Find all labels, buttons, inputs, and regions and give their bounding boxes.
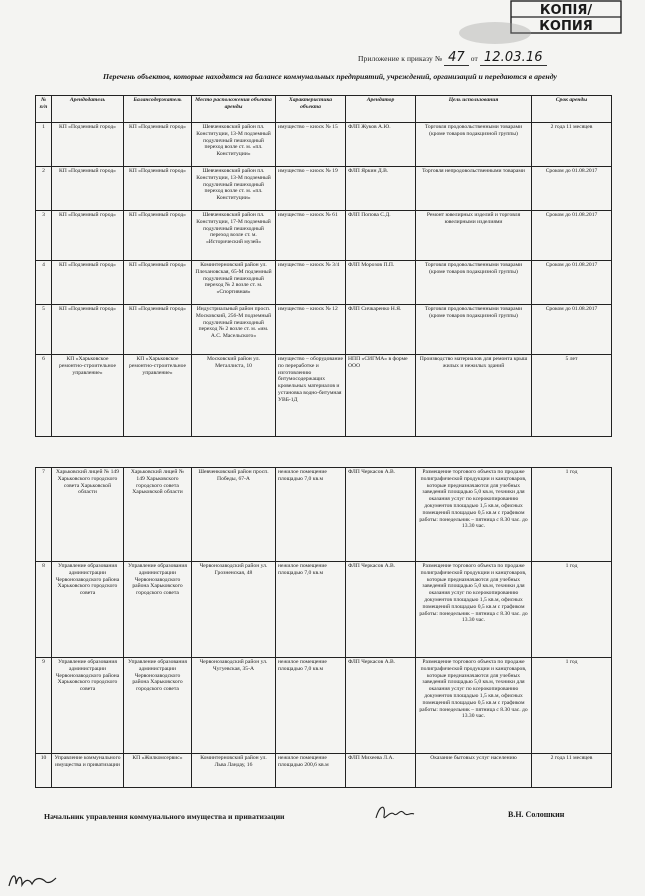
table-cell: Размещение торгового объекта по продаже полиграфической продукции и канцтоваров, которые предназначаются для учебных заведений площадью 5,0 кв.м, техники для оказания услуг по ксерокопированию документов площадью 1,5 кв.м, офисных помещений площадью 0,5 кв.м с графиком работы: понедельник – пятница с 8.30 час. до 13.30 час. — [416, 658, 532, 754]
header-cell: № п/п — [36, 96, 52, 123]
handwritten-initials — [6, 866, 58, 892]
table-cell: имущество – киоск № 3/4 — [276, 261, 346, 305]
table-cell: Харьковский лицей № 149 Харьковского городского совета Харьковской области — [52, 468, 124, 562]
table-cell: Харьковский лицей № 149 Харьковского городского совета Харьковской области — [124, 468, 192, 562]
header-cell: Балансодержатель — [124, 96, 192, 123]
table-cell: ФЛП Попова С.Д. — [346, 211, 416, 261]
table-cell: Размещение торгового объекта по продаже полиграфической продукции и канцтоваров, которые предназначаются для учебных заведений площадью 5,0 кв.м, техники для оказания услуг по ксерокопированию документов площадью 1,5 кв.м, офисных помещений площадью 0,5 кв.м с графиком работы: понедельник – пятница с 8.30 час. до 13.30 час. — [416, 562, 532, 658]
table-cell: Червонозаводский район ул. Грозненская, 48 — [192, 562, 276, 658]
table-cell: Производство материалов для ремонта крыш жилых и нежилых зданий — [416, 355, 532, 437]
table-cell: имущество – киоск № 61 — [276, 211, 346, 261]
table-cell: НПП «СИГМА» в форме ООО — [346, 355, 416, 437]
table-cell: ФЛП Сичкаренко Н.Я. — [346, 305, 416, 355]
table-cell: КП «Подземный город» — [124, 123, 192, 167]
appendix-line — [358, 50, 547, 65]
table-cell: ФЛП Жуков А.Ю. — [346, 123, 416, 167]
table-cell: КП «Подземный город» — [52, 305, 124, 355]
table-cell: ФЛП Морозов П.П. — [346, 261, 416, 305]
table-cell: имущество – киоск № 19 — [276, 167, 346, 211]
table-cell: 5 — [36, 305, 52, 355]
table-row — [36, 305, 612, 355]
table-cell: КП «Подземный город» — [124, 211, 192, 261]
table-cell: 9 — [36, 658, 52, 754]
table-cell: 8 — [36, 562, 52, 658]
table-cell: КП «Подземный город» — [124, 167, 192, 211]
table-cell: имущество – киоск № 12 — [276, 305, 346, 355]
table-cell: имущество – киоск № 15 — [276, 123, 346, 167]
table-cell: Московский район ул. Металлиста, 10 — [192, 355, 276, 437]
table-cell: ФЛП Черкасов А.В. — [346, 468, 416, 562]
table-cell: Управление коммунального имущества и приватизации — [52, 754, 124, 788]
table-row — [36, 355, 612, 437]
table-row — [36, 167, 612, 211]
table-cell: 3 — [36, 211, 52, 261]
table-cell: Размещение торгового объекта по продаже полиграфической продукции и канцтоваров, которые предназначаются для учебных заведений площадью 5,0 кв.м, техники для оказания услуг по ксерокопированию документов площадью 1,5 кв.м, офисных помещений площадью 0,5 кв.м с графиком работы: понедельник – пятница с 8.30 час. до 13.30 час. — [416, 468, 532, 562]
table-cell: нежилое помещение площадью 7,0 кв.м — [276, 468, 346, 562]
scan-smudge — [455, 18, 535, 48]
appendix-prefix: Приложение к приказу № — [358, 54, 443, 63]
table-cell: Шевченковский район пл. Конституции, 13-М подземный подуличный пешеходный переход возле ст. м. «пл. Конституции» — [192, 123, 276, 167]
table-cell: Сроком до 01.08.2017 — [532, 211, 612, 261]
table-cell: Управление образования администрации Червонозаводского района Харьковского городского совета — [52, 562, 124, 658]
table-cell: Торговля продовольственными товарами (кроме товаров подакцизной группы) — [416, 305, 532, 355]
table-cell: 2 года 11 месяцев — [532, 123, 612, 167]
table-cell: Индустриальный район просп. Московский, 256-М подземный подуличный пешеходный переход № 2 возле ст. м. «им. А.С. Масельского» — [192, 305, 276, 355]
table-cell: 5 лет — [532, 355, 612, 437]
table-row — [36, 754, 612, 788]
table-cell: Торговля продовольственными товарами (кроме товаров подакцизной группы) — [416, 261, 532, 305]
table-cell: 1 — [36, 123, 52, 167]
table-cell: Управление образования администрации Червонозаводского района Харьковского городского совета — [124, 658, 192, 754]
table-cell: КП «Подземный город» — [52, 261, 124, 305]
table-cell: Шевченковский район пл. Конституции, 13-М подземный подуличный пешеходный переход возле ст. м. «пл. Конституции» — [192, 167, 276, 211]
table-cell: Коминтерновский район ул. Льва Ландау, 16 — [192, 754, 276, 788]
table-row — [36, 562, 612, 658]
header-cell: Характеристика объекта — [276, 96, 346, 123]
table-cell: КП «Подземный город» — [124, 305, 192, 355]
table-cell: КП «Подземный город» — [52, 167, 124, 211]
table-cell: нежилое помещение площадью 7,0 кв.м — [276, 658, 346, 754]
table-cell: нежилое помещение площадью 7,0 кв.м — [276, 562, 346, 658]
table-cell: 10 — [36, 754, 52, 788]
header-cell: Срок аренды — [532, 96, 612, 123]
signatory-position: Начальник управления коммунального имущества и приватизации — [44, 812, 285, 821]
table-cell: КП «Подземный город» — [52, 211, 124, 261]
table-cell: КП «Подземный город» — [124, 261, 192, 305]
table-cell: нежилое помещение площадью 200,6 кв.м — [276, 754, 346, 788]
table-cell: 2 — [36, 167, 52, 211]
table-cell: Сроком до 01.08.2017 — [532, 167, 612, 211]
table-row — [36, 123, 612, 167]
header-cell: Место расположения объекта аренды — [192, 96, 276, 123]
document-title: Перечень объектов, которые находятся на балансе коммунальных предприятий, учреждений, организаций и передаются в аренду — [103, 72, 557, 81]
table-row — [36, 658, 612, 754]
table-cell: КП «Харьковское ремонтно-строительное управление» — [124, 355, 192, 437]
table-cell: Червонозаводский район ул. Чугуевская, 35-А — [192, 658, 276, 754]
table-cell: Торговля непродовольственными товарами — [416, 167, 532, 211]
table-cell: КП «Подземный город» — [52, 123, 124, 167]
table-cell: Ремонт ювелирных изделий и торговля ювелирными изделиями — [416, 211, 532, 261]
order-date: 12.03.16 — [480, 50, 547, 66]
table-cell: Шевченковский район пл. Конституции, 17-М подземный подуличный пешеходный переход возле ст. м. «Исторический музей» — [192, 211, 276, 261]
table-cell: ФЛП Михеева Л.А. — [346, 754, 416, 788]
lease-table-part2 — [35, 467, 612, 788]
header-cell: Цель использования — [416, 96, 532, 123]
table-row — [36, 211, 612, 261]
table-cell: 7 — [36, 468, 52, 562]
table-cell: Оказание бытовых услуг населению — [416, 754, 532, 788]
table-cell: Сроком до 01.08.2017 — [532, 305, 612, 355]
stamp-line1: КОПІЯ/ — [539, 3, 593, 18]
stamp-line2: КОПИЯ — [539, 19, 593, 34]
signature — [372, 800, 416, 826]
table-cell: Коминтерновский район ул. Плехановская, 65-М подземный подуличный пешеходный переход № 2 возле ст. м. «Спортивная» — [192, 261, 276, 305]
table-cell: Шевченковский район просп. Победы, 67-А — [192, 468, 276, 562]
table-cell: 1 год — [532, 468, 612, 562]
table-cell: Торговля продовольственными товарами (кроме товаров подакцизной группы) — [416, 123, 532, 167]
table-cell: 6 — [36, 355, 52, 437]
lease-table-part1 — [35, 95, 612, 437]
table-cell: Сроком до 01.08.2017 — [532, 261, 612, 305]
header-cell: Арендатор — [346, 96, 416, 123]
table-cell: 4 — [36, 261, 52, 305]
appendix-date-prefix: от — [470, 54, 478, 63]
table-cell: ФЛП Яркин Д.В. — [346, 167, 416, 211]
table-cell: имущество – оборудование по переработке и изготовлению битумосодержащих кровельных материалов и установка водно-битумная УВБ-1Д — [276, 355, 346, 437]
table-row — [36, 468, 612, 562]
table-cell: 2 года 11 месяцев — [532, 754, 612, 788]
table-cell: КП «Харьковское ремонтно-строительное управление» — [52, 355, 124, 437]
signatory-name: В.Н. Солошкин — [508, 810, 565, 819]
table-cell: Управление образования администрации Червонозаводского района Харьковского городского совета — [52, 658, 124, 754]
table-header-row — [36, 96, 612, 123]
order-number: 47 — [444, 50, 469, 66]
header-cell: Арендодатель — [52, 96, 124, 123]
table-cell: Управление образования администрации Червонозаводского района Харьковского городского совета — [124, 562, 192, 658]
table-row — [36, 261, 612, 305]
table-cell: 1 год — [532, 658, 612, 754]
table-cell: ФЛП Черкасов А.В. — [346, 562, 416, 658]
table-cell: ФЛП Черкасов А.В. — [346, 658, 416, 754]
table-cell: 1 год — [532, 562, 612, 658]
table-cell: КП «Жилкомсервис» — [124, 754, 192, 788]
